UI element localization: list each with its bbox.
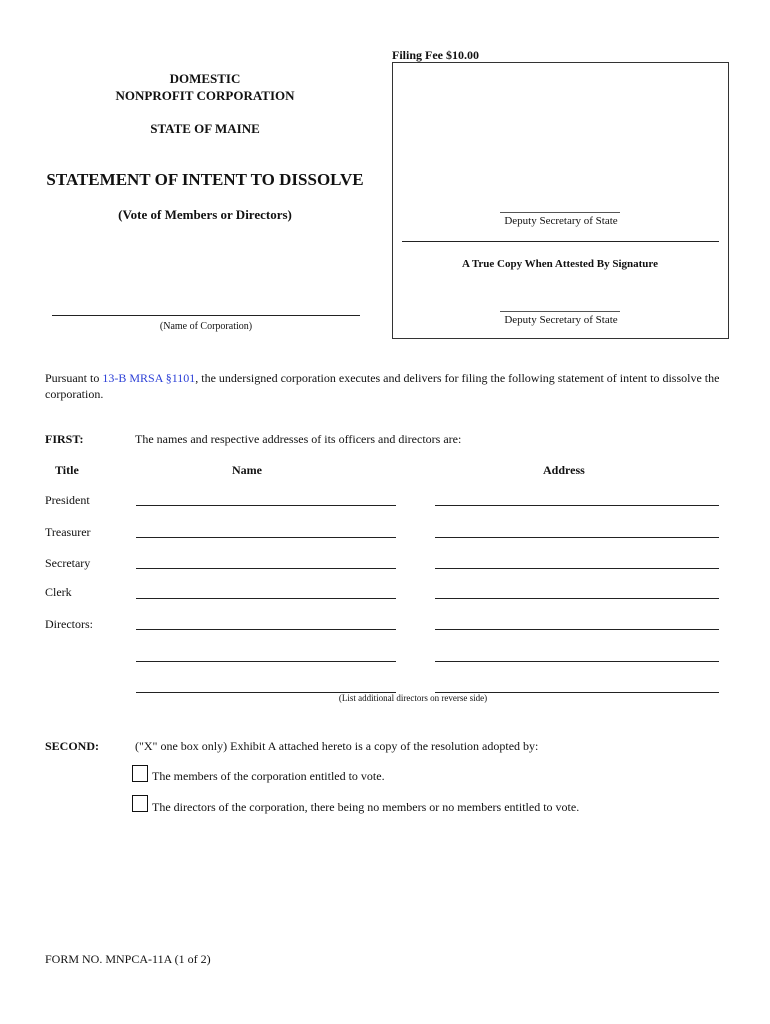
members-vote-checkbox[interactable] — [132, 765, 148, 782]
column-title: Title — [55, 463, 79, 477]
corporation-name-field[interactable] — [52, 315, 360, 316]
header-nonprofit: NONPROFIT CORPORATION — [115, 88, 295, 103]
statute-link[interactable]: 13-B MRSA §1101 — [102, 371, 196, 385]
deputy-signature-line-1[interactable] — [500, 212, 620, 213]
pursuant-paragraph — [45, 370, 735, 402]
document-header — [60, 70, 350, 104]
director-2-name-field[interactable] — [136, 661, 396, 662]
members-vote-label: The members of the corporation entitled to vote. — [152, 769, 385, 783]
office-box-divider — [402, 241, 719, 242]
header-domestic: DOMESTIC — [169, 71, 241, 86]
second-label: SECOND: — [45, 739, 100, 753]
second-text: ("X" one box only) Exhibit A attached hereto is a copy of the resolution adopted by: — [135, 739, 539, 753]
treasurer-name-field[interactable] — [136, 537, 396, 538]
president-name-field[interactable] — [136, 505, 396, 506]
row-title-clerk: Clerk — [45, 585, 72, 599]
secretary-address-field[interactable] — [435, 568, 719, 569]
column-address: Address — [543, 463, 585, 477]
director-1-name-field[interactable] — [136, 629, 396, 630]
deputy-caption-2: Deputy Secretary of State — [504, 314, 618, 326]
secretary-name-field[interactable] — [136, 568, 396, 569]
pursuant-suffix: , the undersigned corporation executes and delivers for filing the following statement of intent to dissolve the corporation. — [45, 371, 720, 401]
row-title-secretary: Secretary — [45, 556, 91, 570]
form-number-footer: FORM NO. MNPCA-11A (1 of 2) — [45, 952, 211, 966]
column-name: Name — [232, 463, 262, 477]
clerk-address-field[interactable] — [435, 598, 719, 599]
pursuant-prefix: Pursuant to — [45, 371, 103, 385]
deputy-caption-1: Deputy Secretary of State — [504, 215, 618, 227]
treasurer-address-field[interactable] — [435, 537, 719, 538]
directors-vote-checkbox[interactable] — [132, 795, 148, 812]
office-use-box — [392, 62, 729, 339]
director-1-address-field[interactable] — [435, 629, 719, 630]
first-text: The names and respective addresses of its officers and directors are: — [135, 432, 462, 446]
corporation-name-caption: (Name of Corporation) — [159, 321, 253, 332]
row-title-president: President — [45, 493, 90, 507]
clerk-name-field[interactable] — [136, 598, 396, 599]
document-subtitle: (Vote of Members or Directors) — [118, 207, 292, 222]
additional-directors-note: (List additional directors on reverse side) — [338, 693, 488, 703]
filing-fee-label: Filing Fee $10.00 — [392, 48, 479, 62]
row-title-directors: Directors: — [45, 617, 93, 631]
director-2-address-field[interactable] — [435, 661, 719, 662]
row-title-treasurer: Treasurer — [45, 525, 91, 539]
first-label: FIRST: — [45, 432, 84, 446]
document-title: STATEMENT OF INTENT TO DISSOLVE — [46, 170, 364, 189]
directors-vote-label: The directors of the corporation, there being no members or no members entitled to vote. — [152, 800, 580, 814]
header-state: STATE OF MAINE — [150, 121, 260, 136]
president-address-field[interactable] — [435, 505, 719, 506]
true-copy-label: A True Copy When Attested By Signature — [462, 258, 658, 270]
deputy-signature-line-2[interactable] — [500, 311, 620, 312]
